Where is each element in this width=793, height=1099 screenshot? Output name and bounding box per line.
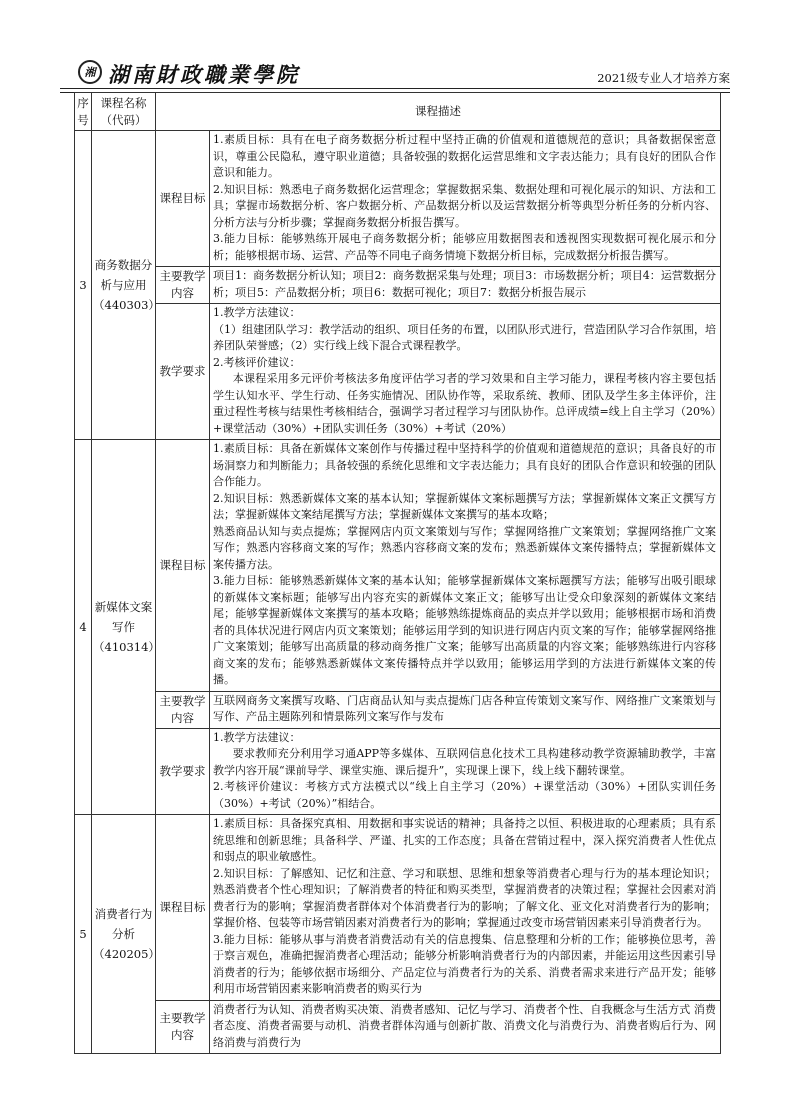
section-content (210, 131, 721, 267)
course-name: 商务数据分析与应用 (94, 258, 153, 292)
school-name: 湖南財政職業學院 (108, 62, 300, 87)
table-row (75, 1000, 721, 1054)
section-label: 课程目标 (156, 131, 210, 267)
paragraph: 熟悉商品认知与卖点提炼；掌握网店内页文案策划与写作；掌握网络推广文案策划；掌握网络推广文案写作；熟悉内容移商文案的写作；熟悉内容移商文案的发布；熟悉新媒体文案传播特点；掌握新媒体文案传播方法。 (213, 524, 716, 571)
course-code: （440303） (93, 298, 160, 312)
course-number: 4 (75, 440, 92, 815)
section-content (210, 691, 721, 728)
paragraph: 2.知识目标：熟悉电子商务数据化运营理念；掌握数据采集、数据处理和可视化展示的知识、方法和工具；掌握市场数据分析、客户数据分析、产品数据分析以及运营数据分析等典型分析任务的分析内容、分析方法与分析步骤；掌握商务数据分析报告撰写。 (213, 182, 716, 229)
col-header-desc: 课程描述 (156, 93, 721, 131)
paragraph: 2.考核评价建议：考核方式方法模式以“线上自主学习（20%）+课堂活动（30%）+团队实训任务（30%）+考试（20%）”相结合。 (213, 780, 716, 810)
section-content (210, 267, 721, 304)
paragraph: 消费者行为认知、消费者购买决策、消费者感知、记忆与学习、消费者个性、自我概念与生活方式 消费者态度、消费者需要与动机、消费者群体沟通与创新扩散、消费文化与消费行为、消费者购后行为、网络消费与消费行为 (213, 1002, 716, 1049)
course-number: 3 (75, 131, 92, 440)
paragraph: 3.能力目标：能够熟练开展电子商务数据分析；能够应用数据图表和透视图实现数据可视化展示和分析；能够根据市场、运营、产品等不同电子商务情境下数据分析目标，完成数据分析报告撰写。 (213, 232, 716, 262)
table-row (75, 304, 721, 440)
course-table (74, 92, 721, 1054)
table-row (75, 728, 721, 815)
paragraph: 要求教师充分利用学习通APP等多媒体、互联网信息化技术工具构建移动教学资源辅助教学，丰富教学内容开展“课前导学、课堂实施、课后提升”，实现课上课下，线上线下翻转课堂。 (213, 747, 716, 777)
paragraph: 1.教学方法建议： (213, 730, 301, 744)
paragraph: （1）组建团队学习：教学活动的组织、项目任务的布置，以团队形式进行，营造团队学习合作氛围，培养团队荣誉感；（2）实行线上线下混合式课程教学。 (213, 322, 716, 352)
document-title: 2021级专业人才培养方案 (597, 71, 730, 85)
paragraph: 1.素质目标：具备在新媒体文案创作与传播过程中坚持科学的价值观和道德规范的意识；具备良好的市场洞察力和判断能力；具备较强的系统化思维和文字表达能力；具有良好的团队合作意识和较强的团队合作能力。 (213, 442, 716, 488)
section-label: 主要教学内容 (156, 691, 210, 728)
section-content (210, 1000, 721, 1054)
course-name-cell (92, 440, 160, 815)
col-header-name: 课程名称（代码） (92, 93, 156, 131)
paragraph: 本课程采用多元评价考核法多角度评估学习者的学习效果和自主学习能力，课程考核内容主要包括学生认知水平、学生行动、任务实施情况、团队协作等，采取系统、教师、团队及学生多主体评价，注重过程性考核与结果性考核相结合，强调学习者过程学习与团队协作。总评成绩=线上自主学习（20%）+课堂活动（30%）+团队实训任务（30%）+考试（20%） (213, 372, 716, 435)
section-content (210, 440, 721, 692)
section-label: 教学要求 (156, 728, 210, 815)
paragraph: 2.知识目标：熟悉新媒体文案的基本认知；掌握新媒体文案标题撰写方法；掌握新媒体文案正文撰写方法；掌握新媒体文案结尾撰写方法；掌握新媒体文案撰写的基本攻略； (213, 491, 716, 521)
section-label: 课程目标 (156, 815, 210, 1001)
table-row (75, 815, 721, 1001)
paragraph: 1.素质目标：具备探究真相、用数据和事实说话的精神；具备持之以恒、积极进取的心理素质；具有系统思维和创新思维；具备科学、严谨、扎实的工作态度；具备在营销过程中，深入探究消费者人性优点和弱点的职业敏感性。 (213, 817, 716, 863)
course-code: （420205） (93, 947, 160, 961)
course-name: 消费者行为分析 (94, 907, 153, 941)
section-label: 课程目标 (156, 440, 210, 692)
course-number: 5 (75, 815, 92, 1054)
paragraph: 3.能力目标：能够熟悉新媒体文案的基本认知；能够掌握新媒体文案标题撰写方法；能够写出吸引眼球的新媒体文案标题；能够写出内容充实的新媒体文案正文；能够写出让受众印象深刻的新媒体文案结尾；能够掌握新媒体文案撰写的基本攻略；能够熟练提炼商品的卖点并学以致用；能够根据市场和消费者的具体状况进行网店内页文案策划；能够运用学到的知识进行网店内页文案的写作；能够掌握网络推广文案策划；能够写出高质量的移动商务推广文案；能够写出高质量的内容文案；能够熟练进行内容移商文案的发布；能够熟悉新媒体文案传播特点并学以致用；能够运用学到的方法进行新媒体文案的传播。 (213, 574, 716, 686)
paragraph: 2.考核评价建议： (213, 355, 301, 369)
school-logo-icon: 湘 (78, 60, 102, 84)
table-row (75, 440, 721, 692)
header-rule (60, 88, 730, 89)
section-label: 主要教学内容 (156, 1000, 210, 1054)
course-name-cell (92, 131, 160, 440)
paragraph: 3.能力目标：能够从事与消费者消费活动有关的信息搜集、信息整理和分析的工作；能够换位思考，善于察言观色，准确把握消费者心理活动；能够分析影响消费者行为的内部因素，并能运用这些因素引导消费者的行为；能够依据市场细分、产品定位与消费者行为的关系、消费者需求来进行产品开发；能够利用市场营销因素来影响消费者的购买行为 (213, 932, 716, 995)
course-name: 新媒体文案写作 (94, 600, 153, 634)
table-row (75, 267, 721, 304)
section-label: 主要教学内容 (156, 267, 210, 304)
table-row (75, 691, 721, 728)
table-row (75, 131, 721, 267)
paragraph: 2.知识目标：了解感知、记忆和注意、学习和联想、思维和想象等消费者心理与行为的基本理论知识；熟悉消费者个性心理知识；了解消费者的特征和购买类型，掌握消费者的决策过程；掌握社会因素对消费者行为的影响；掌握消费者群体对个体消费者行为的影响；了解文化、亚文化对消费者行为的影响；掌握价格、包装等市场营销因素对消费者行为的影响；掌握通过改变市场营销因素来引导消费者行为。 (213, 866, 716, 929)
paragraph: 1.素质目标：具有在电子商务数据分析过程中坚持正确的价值观和道德规范的意识；具备数据保密意识，尊重公民隐私，遵守职业道德；具备较强的数据化运营思维和文字表达能力；具有良好的团队合作意识和能力。 (213, 133, 716, 179)
course-name-cell (92, 815, 160, 1054)
paragraph: 项目1：商务数据分析认知；项目2：商务数据采集与处理；项目3：市场数据分析；项目4：运营数据分析；项目5：产品数据分析；项目6：数据可视化；项目7：数据分析报告展示 (213, 269, 716, 299)
paragraph: 1.教学方法建议： (213, 306, 301, 319)
page-header (60, 58, 730, 88)
course-code: （410314） (93, 640, 160, 654)
paragraph: 互联网商务文案撰写攻略、门店商品认知与卖点提炼门店各种宣传策划文案写作、网络推广文案策划与写作、产品主题陈列和情景陈列文案写作与发布 (213, 693, 716, 723)
section-content (210, 815, 721, 1001)
section-content (210, 728, 721, 815)
col-header-num: 序号 (75, 93, 92, 131)
table-header-row (75, 93, 721, 131)
section-label: 教学要求 (156, 304, 210, 440)
section-content (210, 304, 721, 440)
